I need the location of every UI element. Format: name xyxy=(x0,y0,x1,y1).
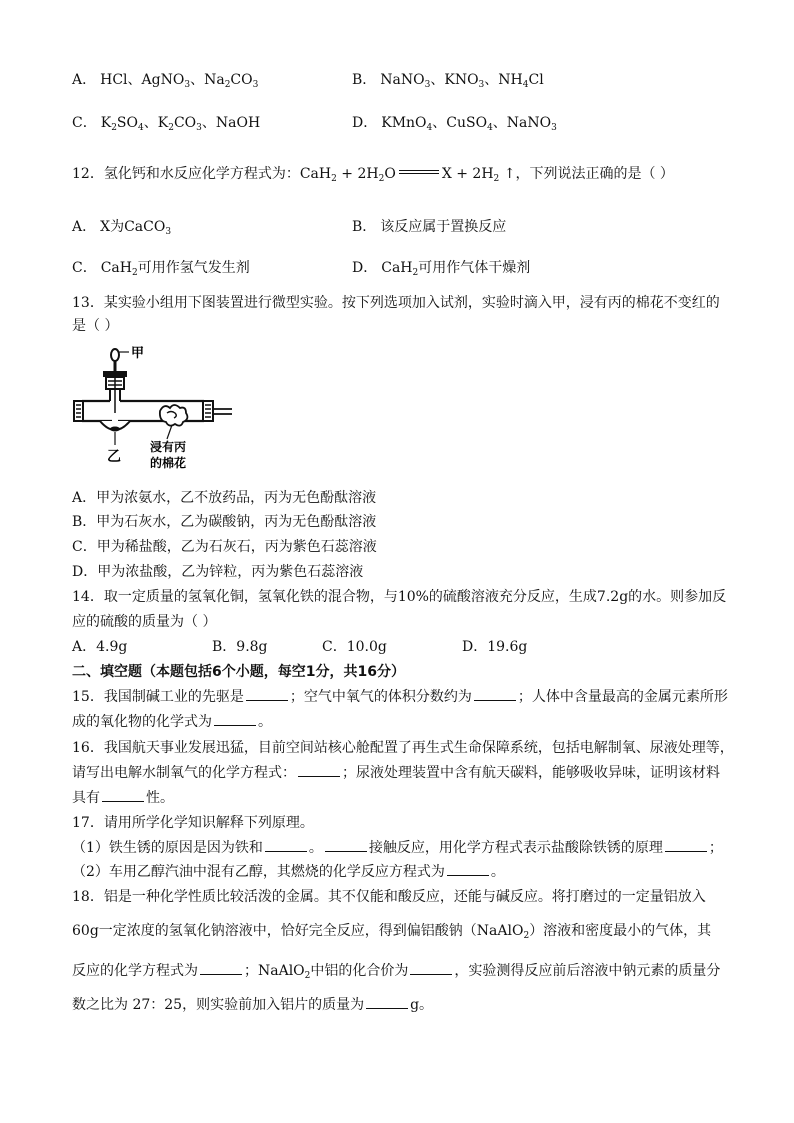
answer-blank[interactable] xyxy=(298,764,340,777)
q14-option-d: D．19.6g xyxy=(462,639,528,655)
answer-blank[interactable] xyxy=(200,962,242,975)
q18-line1: 18．铝是一种化学性质比较活泼的金属。其不仅能和酸反应，还能与碱反应。将打磨过的一定量铝放入 xyxy=(72,889,706,905)
q13-stem-line1: 13．某实验小组用下图装置进行微型实验。按下列选项加入试剂，实验时滴入甲，浸有丙的棉花不变红的 xyxy=(72,295,720,311)
q11-option-c: C． $K_2SO_4$、$K_2CO_3$、NaOH xyxy=(72,115,261,133)
q12-option-b: B． 该反应属于置换反应 xyxy=(352,219,507,235)
label-jia: 甲 xyxy=(131,346,145,361)
q11-option-b: B． NaNO$_3$、$KNO_3$、$NH_4Cl$ xyxy=(352,72,544,90)
experiment-apparatus-figure xyxy=(72,343,242,475)
answer-blank[interactable] xyxy=(366,996,408,1009)
answer-blank[interactable] xyxy=(665,839,707,852)
q17-sub2: （2）车用乙醇汽油中混有乙醇，其燃烧的化学反应方程式为 。 xyxy=(72,864,505,880)
q12-stem: 12．氢化钙和水反应化学方程式为：$CaH_2 + 2H_2O$ $X + 2H_2$ ↑，下列说法正确的是（ ） xyxy=(72,166,674,184)
q13-option-c: C．甲为稀盐酸，乙为石灰石，丙为紫色石蕊溶液 xyxy=(72,539,377,555)
answer-blank[interactable] xyxy=(447,863,489,876)
q18-line3: 反应的化学方程式为 ；NaAlO$_2$中铝的化合价为 ，实验测得反应前后溶液中钠元素的质量分 xyxy=(72,963,721,981)
q13-option-d: D．甲为浓盐酸，乙为锌粒，丙为紫色石蕊溶液 xyxy=(72,564,364,580)
q14-stem-line1: 14．取一定质量的氢氧化铜，氢氧化铁的混合物，与10%的硫酸溶液充分反应，生成7.2g的水。则参加反 xyxy=(72,589,727,605)
q12-option-a: A． X为CaCO$_3$ xyxy=(72,219,172,237)
answer-blank[interactable] xyxy=(265,839,307,852)
answer-blank[interactable] xyxy=(102,789,144,802)
answer-blank[interactable] xyxy=(410,962,452,975)
q12-option-d: D． CaH$_2$可用作气体干燥剂 xyxy=(352,260,531,278)
q17-stem: 17．请用所学化学知识解释下列原理。 xyxy=(72,815,314,831)
q18-line4: 数之比为 27：25，则实验前加入铝片的质量为 g。 xyxy=(72,997,434,1013)
answer-blank[interactable] xyxy=(246,688,288,701)
q15-line1: 15．我国制碱工业的先驱是 ；空气中氧气的体积分数约为 ；人体中含量最高的金属元素所形 xyxy=(72,689,728,705)
q18-line2: 60g一定浓度的氢氧化钠溶液中，恰好完全反应，得到偏铝酸钠（NaAlO$_2$）溶液和密度最小的气体，其 xyxy=(72,923,712,941)
answer-blank[interactable] xyxy=(325,839,367,852)
q14-stem-line2: 应的硫酸的质量为（ ） xyxy=(72,614,217,630)
q13-stem-line2: 是（ ） xyxy=(72,318,119,334)
label-bing-line1: 浸有丙 xyxy=(150,440,187,454)
q14-option-a: A．4.9g xyxy=(72,639,128,655)
q11-option-d: D． KMnO$_4$、CuSO$_4$、NaNO$_3$ xyxy=(352,115,557,133)
q16-line2: 请写出电解水制氧气的化学方程式： ；尿液处理装置中含有航天碳料，能够吸收异味，证明该材料 xyxy=(72,765,720,781)
q14-option-b: B．9.8g xyxy=(212,639,268,655)
q12-option-c: C． CaH$_2$可用作氢气发生剂 xyxy=(72,260,250,278)
q13-option-b: B．甲为石灰水，乙为碳酸钠，丙为无色酚酞溶液 xyxy=(72,514,377,530)
label-bing-line2: 的棉花 xyxy=(150,456,187,470)
section-title-fill-in: 二、填空题（本题包括6个小题，每空1分，共16分） xyxy=(72,664,405,680)
q14-option-c: C．10.0g xyxy=(322,639,387,655)
q16-line3: 具有 性。 xyxy=(72,790,174,806)
answer-blank[interactable] xyxy=(214,713,256,726)
answer-blank[interactable] xyxy=(474,688,516,701)
q15-line2: 成的氧化物的化学式为 。 xyxy=(72,714,272,730)
label-yi: 乙 xyxy=(107,449,121,465)
q16-line1: 16．我国航天事业发展迅猛，目前空间站核心舱配置了再生式生命保障系统，包括电解制氧、尿液处理等， xyxy=(72,740,734,756)
q13-option-a: A．甲为浓氨水，乙不放药品，丙为无色酚酞溶液 xyxy=(72,490,377,506)
equals-sign xyxy=(399,170,439,174)
q11-option-a: A． HCl、AgNO$_3$、$Na_2CO_3$ xyxy=(72,72,259,90)
q17-sub1: （1）铁生锈的原因是因为铁和 。 接触反应，用化学方程式表示盐酸除铁锈的原理 ； xyxy=(72,840,723,856)
